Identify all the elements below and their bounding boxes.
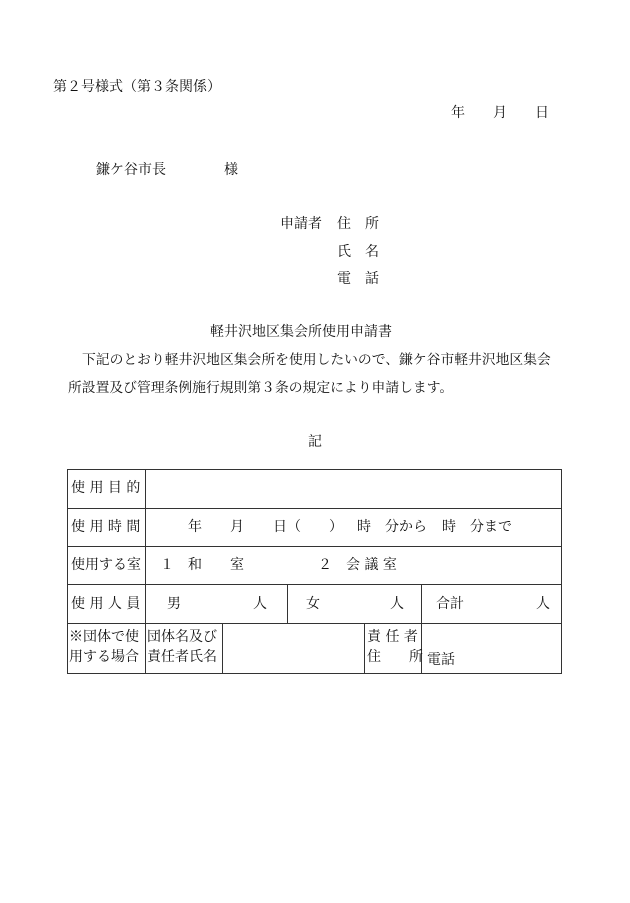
total-label: 合計: [436, 596, 464, 612]
date-day: 日: [535, 105, 549, 121]
male-label: 男: [167, 596, 181, 612]
purpose-label: 使 用 目 的: [71, 480, 141, 496]
time-month: 月: [230, 519, 244, 535]
time-from-hour: 時: [357, 519, 371, 535]
group-name-label-line-2: 責任者氏名: [147, 649, 217, 665]
purpose-field[interactable]: [146, 470, 560, 507]
room-option-2[interactable]: ２ 会 議 室: [318, 557, 397, 573]
applicant-name-label: 氏 名: [337, 244, 379, 260]
female-label: 女: [306, 596, 320, 612]
ki-heading: 記: [308, 434, 322, 450]
group-name-field[interactable]: [223, 624, 363, 672]
body-text-line-2: 所設置及び管理条例施行規則第３条の規定により申請します。: [68, 380, 454, 396]
male-unit: 人: [253, 596, 267, 612]
people-label: 使 用 人 員: [71, 596, 141, 612]
body-text-line-1: 下記のとおり軽井沢地区集会所を使用したいので、鎌ケ谷市軽井沢地区集会: [82, 352, 551, 368]
group-label-line-2: 用する場合: [69, 649, 139, 665]
time-label: 使 用 時 間: [71, 519, 141, 535]
time-to-hour: 時: [442, 519, 456, 535]
total-unit: 人: [536, 596, 550, 612]
date-month: 月: [493, 105, 507, 121]
phone-label: 電話: [427, 652, 455, 668]
female-unit: 人: [390, 596, 404, 612]
responsible-label-line-1: 責 任 者: [367, 629, 418, 645]
applicant-phone-label: 電 話: [337, 271, 379, 287]
applicant-label: 申請者: [280, 216, 322, 232]
time-from-minute: 分から: [385, 519, 427, 535]
group-label-line-1: ※団体で使: [69, 629, 139, 645]
date-year: 年: [451, 105, 465, 121]
time-to-minute: 分まで: [470, 519, 512, 535]
applicant-address-label: 住 所: [337, 216, 379, 232]
room-label: 使用する室: [71, 557, 141, 573]
document-title: 軽井沢地区集会所使用申請書: [210, 324, 392, 340]
addressee-name: 鎌ケ谷市長: [96, 162, 166, 178]
responsible-label-line-2: 住 所: [367, 649, 423, 665]
time-year: 年: [188, 519, 202, 535]
form-reference: 第２号様式（第３条関係）: [53, 79, 221, 95]
time-day: 日（ ）: [273, 519, 343, 535]
group-name-label-line-1: 団体名及び: [147, 629, 217, 645]
room-option-1[interactable]: １ 和 室: [160, 557, 244, 573]
addressee-honorific: 様: [224, 162, 238, 178]
